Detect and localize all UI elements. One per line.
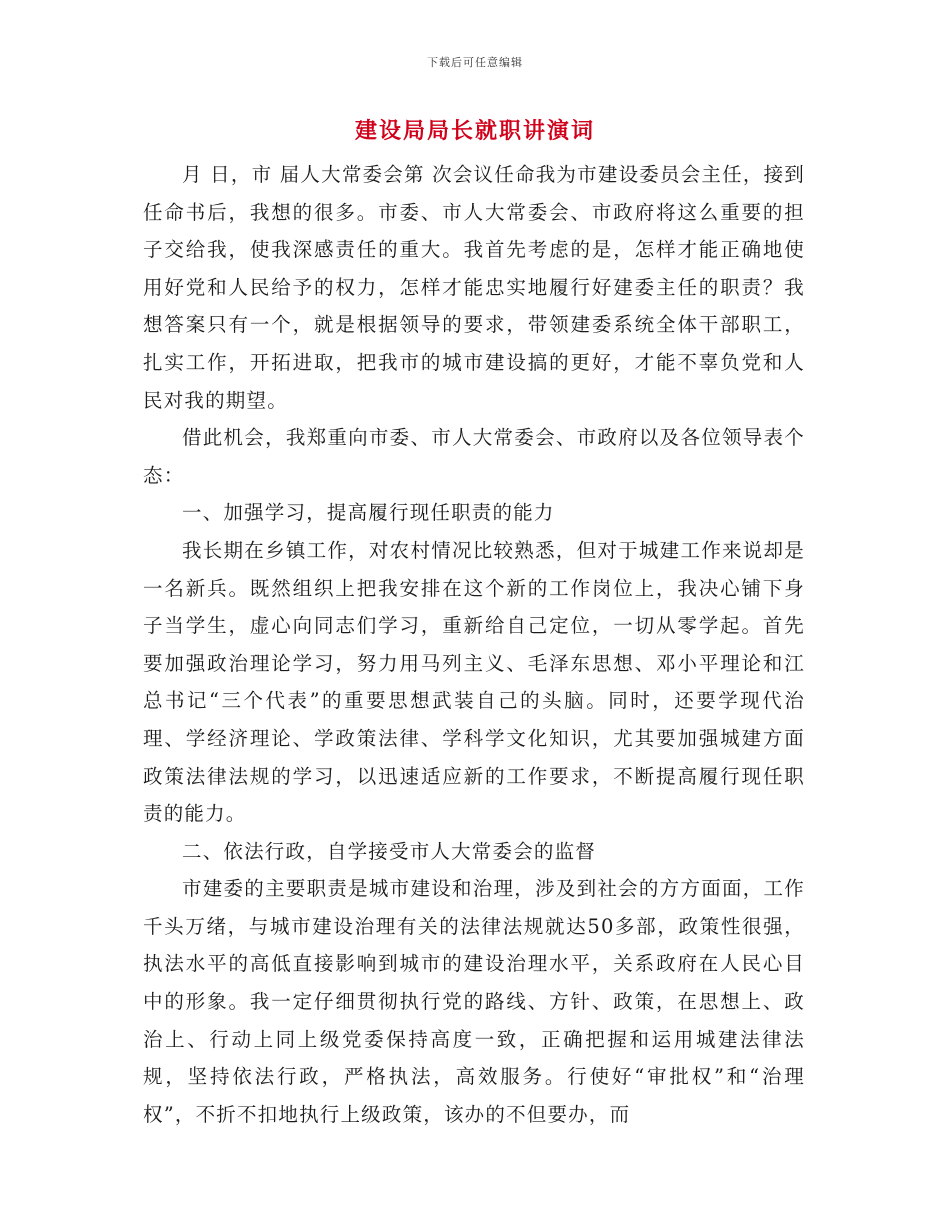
paragraph: 我长期在乡镇工作，对农村情况比较熟悉，但对于城建工作来说却是一名新兵。既然组织上把我安排在这个新的工作岗位上，我决心铺下身子当学生，虚心向同志们学习，重新给自己定位，一切从零学起。首先要加强政治理论学习，努力用马列主义、毛泽东思想、邓小平理论和江总书记“三个代表”的重要思想武装自己的头脑。同时，还要学现代治理、学经济理论、学政策法律、学科学文化知识，尤其要加强城建方面政策法律法规的学习，以迅速适应新的工作要求，不断提高履行现任职责的能力。 [143, 538, 805, 826]
document-body [143, 156, 805, 1133]
paragraph: 市建委的主要职责是城市建设和治理，涉及到社会的方方面面，工作千头万绪，与城市建设治理有关的法律法规就达50多部，政策性很强，执法水平的高低直接影响到城市的建设治理水平，关系政府在人民心目中的形象。我一定仔细贯彻执行党的路线、方针、政策，在思想上、政治上、行动上同上级党委保持高度一致，正确把握和运用城建法律法规，坚持依法行政，严格执法，高效服务。行使好“审批权”和“治理权”，不折不扣地执行上级政策，该办的不但要办，而 [143, 877, 805, 1126]
paragraph: 月 日，市 届人大常委会第 次会议任命我为市建设委员会主任，接到任命书后，我想的很多。市委、市人大常委会、市政府将这么重要的担子交给我，使我深感责任的重大。我首先考虑的是，怎样才能正确地使用好党和人民给予的权力，怎样才能忠实地履行好建委主任的职责？我想答案只有一个，就是根据领导的要求，带领建委系统全体干部职工，扎实工作，开拓进取，把我市的城市建设搞的更好，才能不辜负党和人民对我的期望。 [143, 163, 805, 412]
document-title: 建设局局长就职讲演词 [354, 118, 595, 144]
paragraph: 借此机会，我郑重向市委、市人大常委会、市政府以及各位领导表个态： [143, 426, 805, 487]
section-heading: 一、加强学习，提高履行现任职责的能力 [182, 501, 555, 525]
section-heading: 二、依法行政，自学接受市人大常委会的监督 [182, 839, 597, 863]
header-note: 下载后可任意编辑 [427, 56, 523, 69]
